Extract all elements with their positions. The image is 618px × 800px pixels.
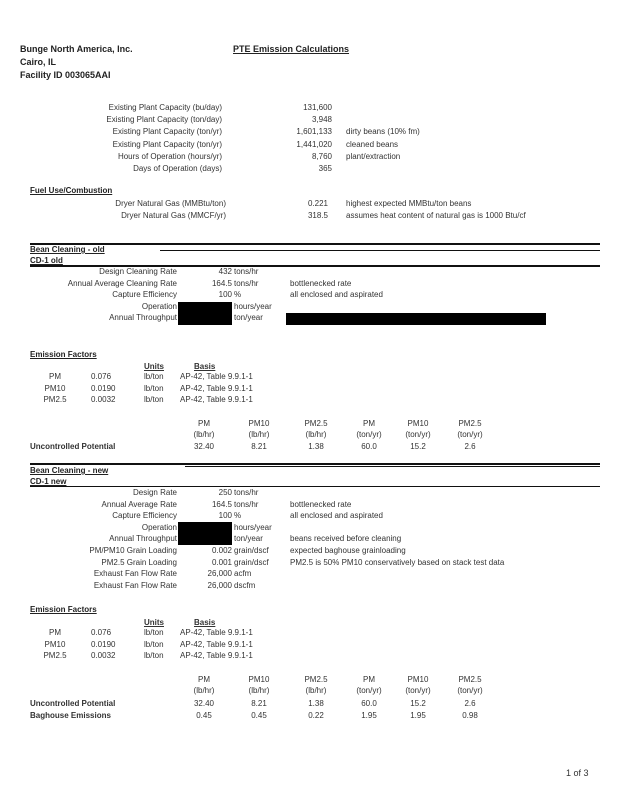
result-col-name: PM2.5 — [304, 675, 328, 684]
param-label: Design Cleaning Rate — [99, 267, 177, 276]
section-rule — [30, 243, 600, 245]
result-col-name: PM10 — [407, 419, 429, 428]
result-col-name: PM10 — [248, 419, 270, 428]
result-value: 8.21 — [251, 442, 267, 451]
result-col-unit: (lb/hr) — [305, 686, 327, 695]
fuel-value: 0.221 — [307, 199, 328, 208]
ef-pollutant: PM10 — [44, 383, 66, 393]
result-col-unit: (ton/yr) — [457, 686, 483, 695]
ef-unit: lb/ton — [144, 395, 164, 405]
result-value: 0.45 — [251, 711, 267, 720]
param-label: Capture Efficiency — [112, 290, 177, 300]
param-unit: tons/hr — [234, 499, 259, 509]
result-value: 60.0 — [361, 699, 377, 708]
param-note: bottlenecked rate — [290, 499, 352, 509]
ef-pollutant: PM — [49, 372, 61, 381]
plant-label: Existing Plant Capacity (ton/day) — [106, 115, 222, 125]
param-unit: tons/hr — [234, 488, 259, 497]
ef-basis-header: Basis — [194, 362, 216, 371]
ef-value: 0.0190 — [91, 383, 116, 393]
plant-note: dirty beans (10% fm) — [346, 127, 420, 137]
ef-pollutant: PM2.5 — [43, 651, 67, 661]
result-row-label: Uncontrolled Potential — [30, 699, 116, 708]
section-rule — [185, 466, 600, 467]
param-unit: % — [234, 290, 242, 300]
ef-basis: AP-42, Table 9.9.1-1 — [180, 383, 253, 393]
result-col-unit: (lb/hr) — [248, 430, 270, 439]
plant-label: Existing Plant Capacity (ton/yr) — [112, 127, 222, 137]
ef-basis: AP-42, Table 9.9.1-1 — [180, 651, 253, 661]
result-col-unit: (lb/hr) — [193, 686, 215, 695]
result-col-name: PM — [363, 675, 375, 684]
result-value: 60.0 — [361, 442, 377, 451]
plant-label: Existing Plant Capacity (ton/yr) — [112, 139, 222, 149]
param-label: Annual Average Cleaning Rate — [67, 278, 177, 288]
plant-value: 365 — [318, 164, 332, 173]
param-unit: % — [234, 511, 242, 521]
param-unit: acfm — [234, 569, 252, 579]
ef-basis-header: Basis — [194, 618, 216, 627]
param-unit: grain/dscf — [234, 557, 269, 567]
param-value: 0.001 — [211, 557, 232, 567]
param-label: Capture Efficiency — [112, 511, 177, 521]
result-value: 0.45 — [196, 711, 212, 720]
ef-value: 0.076 — [91, 372, 112, 381]
ef-value: 0.0032 — [91, 651, 116, 661]
result-col-unit: (ton/yr) — [457, 430, 483, 439]
company-name: Bunge North America, Inc. — [20, 44, 133, 54]
plant-value: 1,601,133 — [296, 127, 332, 137]
param-label: Annual Throughput — [109, 534, 177, 544]
redaction-box — [178, 302, 232, 325]
param-label: Operation — [141, 522, 177, 532]
result-col-unit: (lb/hr) — [248, 686, 270, 695]
param-note: all enclosed and aspirated — [290, 511, 383, 521]
param-note: all enclosed and aspirated — [290, 290, 383, 300]
param-label: Annual Throughput — [109, 313, 177, 323]
ef-units-header: Units — [144, 362, 164, 371]
ef-pollutant: PM2.5 — [43, 395, 67, 405]
ef-unit: lb/ton — [144, 651, 164, 661]
plant-label: Days of Operation (days) — [133, 164, 222, 173]
plant-value: 1,441,020 — [296, 139, 332, 149]
plant-value: 3,948 — [311, 115, 332, 125]
param-note: expected baghouse grainloading — [290, 546, 406, 555]
fuel-label: Dryer Natural Gas (MMBtu/ton) — [115, 199, 226, 208]
param-value: 432 — [218, 267, 232, 276]
param-unit: dscfm — [234, 580, 256, 590]
page-number: 1 of 3 — [566, 768, 589, 778]
ef-basis: AP-42, Table 9.9.1-1 — [180, 372, 253, 381]
ef-value: 0.0032 — [91, 395, 116, 405]
new-subheading: CD-1 new — [30, 477, 67, 486]
result-col-name: PM — [198, 675, 210, 684]
ef-value: 0.0190 — [91, 639, 116, 649]
ef-unit: lb/ton — [144, 639, 164, 649]
param-label: Design Rate — [132, 488, 177, 497]
fuel-note: assumes heat content of natural gas is 1000 Btu/cf — [346, 211, 526, 220]
plant-value: 131,600 — [303, 103, 332, 112]
ef-pollutant: PM — [49, 628, 61, 637]
param-value: 26,000 — [207, 569, 232, 579]
page-title: PTE Emission Calculations — [233, 44, 350, 54]
plant-label: Existing Plant Capacity (bu/day) — [108, 103, 222, 112]
result-col-name: PM10 — [407, 675, 429, 684]
plant-note: plant/extraction — [346, 151, 401, 161]
param-label: PM/PM10 Grain Loading — [89, 546, 177, 555]
ef-unit: lb/ton — [144, 628, 164, 637]
result-value: 15.2 — [410, 442, 426, 451]
fuel-note: highest expected MMBtu/ton beans — [346, 199, 472, 208]
param-unit: hours/year — [234, 522, 272, 532]
result-value: 32.40 — [193, 699, 215, 708]
section-rule — [30, 486, 600, 487]
ef-unit: lb/ton — [144, 383, 164, 393]
param-label: Exhaust Fan Flow Rate — [93, 580, 177, 590]
param-value: 100 — [218, 511, 232, 521]
param-unit: hours/year — [234, 301, 272, 311]
param-unit: tons/hr — [234, 267, 259, 276]
result-value: 1.95 — [410, 711, 426, 720]
old-section-heading: Bean Cleaning - old — [30, 245, 105, 254]
old-subheading: CD-1 old — [30, 256, 63, 265]
plant-note: cleaned beans — [346, 139, 399, 149]
result-row-label: Baghouse Emissions — [30, 711, 111, 720]
ef-heading-old: Emission Factors — [30, 350, 97, 359]
result-value: 1.95 — [361, 711, 377, 720]
fuel-heading: Fuel Use/Combustion — [30, 186, 113, 195]
facility-id: Facility ID 003065AAI — [20, 70, 111, 80]
param-label: Annual Average Rate — [101, 499, 177, 509]
result-col-unit: (ton/yr) — [405, 686, 431, 695]
param-label: Exhaust Fan Flow Rate — [93, 569, 177, 579]
result-col-unit: (ton/yr) — [356, 430, 382, 439]
ef-pollutant: PM10 — [44, 639, 66, 649]
section-rule — [30, 463, 600, 465]
param-value: 0.002 — [211, 546, 232, 555]
param-label: Operation — [141, 301, 177, 311]
ef-basis: AP-42, Table 9.9.1-1 — [180, 639, 253, 649]
section-rule — [160, 250, 600, 251]
ef-basis: AP-42, Table 9.9.1-1 — [180, 395, 253, 405]
param-value: 26,000 — [207, 580, 232, 590]
result-value: 8.21 — [251, 699, 267, 708]
result-col-name: PM2.5 — [458, 675, 482, 684]
result-value: 32.40 — [193, 442, 215, 451]
result-col-name: PM2.5 — [458, 419, 482, 428]
result-col-name: PM10 — [248, 675, 270, 684]
param-value: 100 — [218, 290, 232, 300]
result-col-unit: (ton/yr) — [356, 686, 382, 695]
result-col-name: PM — [363, 419, 375, 428]
ef-heading-new: Emission Factors — [30, 605, 97, 614]
result-col-unit: (ton/yr) — [405, 430, 431, 439]
param-note: PM2.5 is 50% PM10 conservatively based on stack test data — [290, 557, 505, 567]
result-col-unit: (lb/hr) — [193, 430, 215, 439]
plant-label: Hours of Operation (hours/yr) — [117, 151, 222, 161]
result-col-name: PM — [198, 419, 210, 428]
result-row-label: Uncontrolled Potential — [30, 442, 116, 451]
redaction-box — [286, 313, 546, 325]
result-col-name: PM2.5 — [304, 419, 328, 428]
param-value: 164.5 — [211, 499, 232, 509]
ef-units-header: Units — [144, 618, 164, 627]
param-label: PM2.5 Grain Loading — [101, 557, 177, 567]
fuel-value: 318.5 — [307, 211, 328, 220]
result-value: 0.22 — [308, 711, 324, 720]
result-value: 2.6 — [464, 442, 476, 451]
fuel-label: Dryer Natural Gas (MMCF/yr) — [121, 211, 226, 220]
plant-value: 8,760 — [311, 151, 332, 161]
ef-unit: lb/ton — [144, 372, 164, 381]
param-note: beans received before cleaning — [290, 534, 402, 544]
result-value: 2.6 — [464, 699, 476, 708]
result-col-unit: (lb/hr) — [305, 430, 327, 439]
param-unit: ton/year — [234, 534, 263, 544]
ef-value: 0.076 — [91, 628, 112, 637]
param-value: 164.5 — [211, 278, 232, 288]
param-value: 250 — [218, 488, 232, 497]
param-note: bottlenecked rate — [290, 278, 352, 288]
param-unit: tons/hr — [234, 278, 259, 288]
result-value: 1.38 — [308, 442, 324, 451]
result-value: 15.2 — [410, 699, 426, 708]
company-location: Cairo, IL — [20, 57, 57, 67]
ef-basis: AP-42, Table 9.9.1-1 — [180, 628, 253, 637]
param-unit: grain/dscf — [234, 546, 269, 555]
result-value: 0.98 — [462, 711, 478, 720]
redaction-box — [178, 522, 232, 545]
param-unit: ton/year — [234, 313, 263, 323]
result-value: 1.38 — [308, 699, 324, 708]
new-section-heading: Bean Cleaning - new — [30, 466, 109, 475]
